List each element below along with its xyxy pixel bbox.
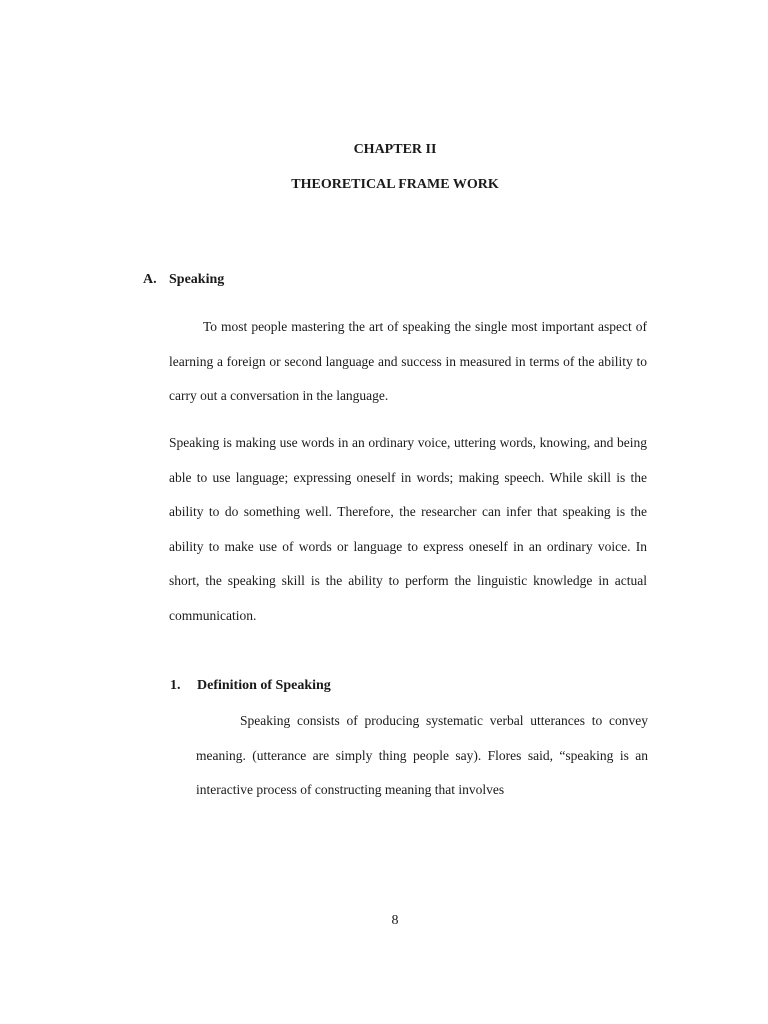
paragraph-speaking-intro: To most people mastering the art of speaking the single most important aspect of learning a foreign or second language and success in measured in terms of the ability to carry out a conversation in the language. (169, 319, 647, 404)
section-marker: A. (143, 272, 157, 287)
subsection-marker: 1. (170, 678, 181, 693)
subsection-heading-definition (170, 678, 331, 694)
page-number: 8 (391, 913, 399, 928)
chapter-title: CHAPTER II (353, 142, 437, 157)
subsection-title: Definition of Speaking (197, 678, 331, 693)
section-title: Speaking (169, 272, 225, 287)
paragraph-speaking-definition: Speaking is making use words in an ordinary voice, uttering words, knowing, and being able to use language; expressing oneself in words; making speech. While skill is the ability to do something well. Therefore, the researcher can infer that speaking is the ability to make use of words or language to express oneself in an ordinary voice. In short, the speaking skill is the ability to perform the linguistic knowledge in actual communication. (169, 435, 647, 623)
paragraph-definition-of-speaking: Speaking consists of producing systematic verbal utterances to convey meaning. (utterance are simply thing people say). Flores said, “speaking is an interactive process of constructing meaning that involves (196, 713, 648, 798)
section-heading-speaking (143, 272, 224, 288)
chapter-subtitle: THEORETICAL FRAME WORK (291, 177, 499, 192)
